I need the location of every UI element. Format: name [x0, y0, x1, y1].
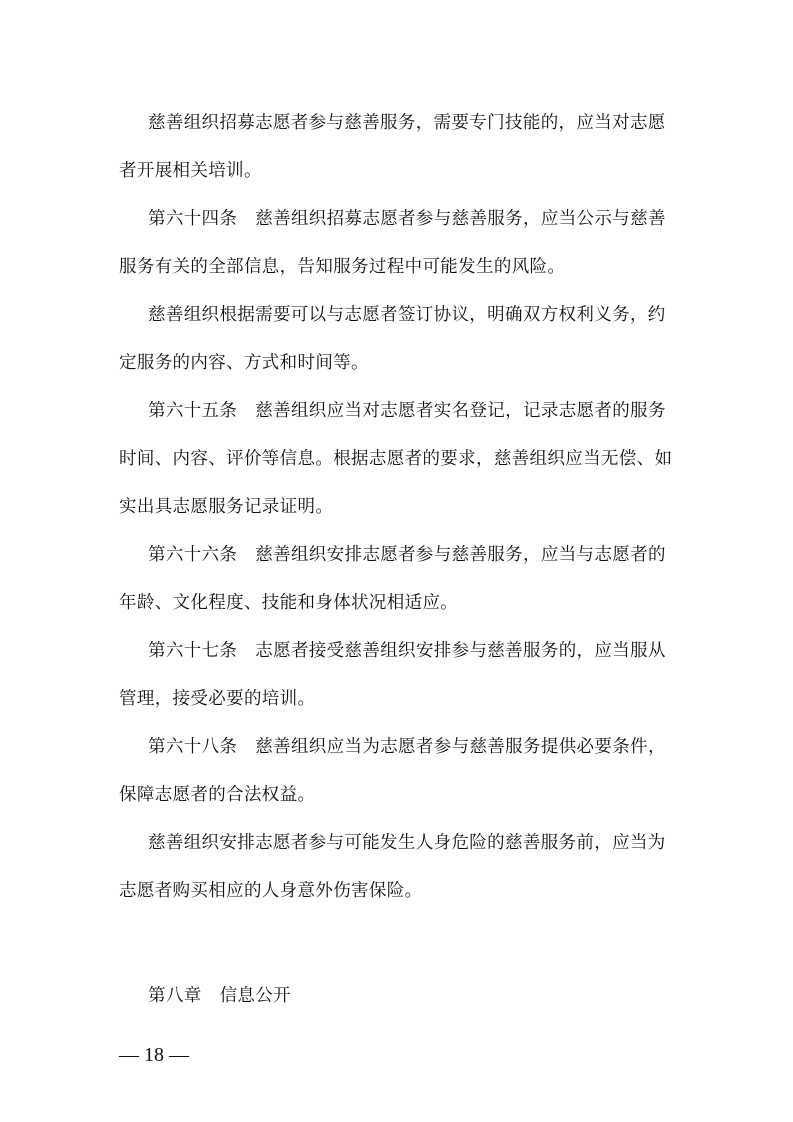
article-68: [119, 723, 675, 819]
paragraph-text: 慈善组织招募志愿者参与慈善服务，需要专门技能的，应当对志愿者开展相关培训。: [119, 113, 666, 181]
paragraph-volunteer-agreement: [119, 291, 675, 387]
chapter-number: 第八章: [148, 986, 202, 1006]
chapter-heading: [148, 972, 291, 1020]
paragraph-accident-insurance: [119, 819, 675, 915]
article-67: [119, 627, 675, 723]
article-number: 第六十八条: [148, 737, 238, 757]
page-number: — 18 —: [119, 1044, 189, 1066]
article-65: [119, 387, 675, 531]
article-64: [119, 195, 675, 291]
article-text: 慈善组织应当对志愿者实名登记，记录志愿者的服务时间、内容、评价等信息。根据志愿者的要求，慈善组织应当无偿、如实出具志愿服务记录证明。: [119, 401, 673, 517]
article-text: 慈善组织招募志愿者参与慈善服务，应当公示与慈善服务有关的全部信息，告知服务过程中可能发生的风险。: [119, 209, 666, 277]
article-number: 第六十七条: [148, 641, 238, 661]
paragraph-text: 慈善组织安排志愿者参与可能发生人身危险的慈善服务前，应当为志愿者购买相应的人身意外伤害保险。: [119, 833, 666, 901]
chapter-title: 信息公开: [219, 986, 291, 1006]
article-number: 第六十五条: [148, 401, 238, 421]
article-number: 第六十四条: [148, 209, 238, 229]
article-text: 慈善组织应当为志愿者参与慈善服务提供必要条件，保障志愿者的合法权益。: [119, 737, 666, 805]
article-text: 慈善组织安排志愿者参与慈善服务，应当与志愿者的年龄、文化程度、技能和身体状况相适应。: [119, 545, 666, 613]
article-text: 志愿者接受慈善组织安排参与慈善服务的，应当服从管理，接受必要的培训。: [119, 641, 666, 709]
article-66: [119, 531, 675, 627]
paragraph-volunteer-training: [119, 99, 675, 195]
article-number: 第六十六条: [148, 545, 238, 565]
paragraph-text: 慈善组织根据需要可以与志愿者签订协议，明确双方权利义务，约定服务的内容、方式和时间等。: [119, 305, 666, 373]
